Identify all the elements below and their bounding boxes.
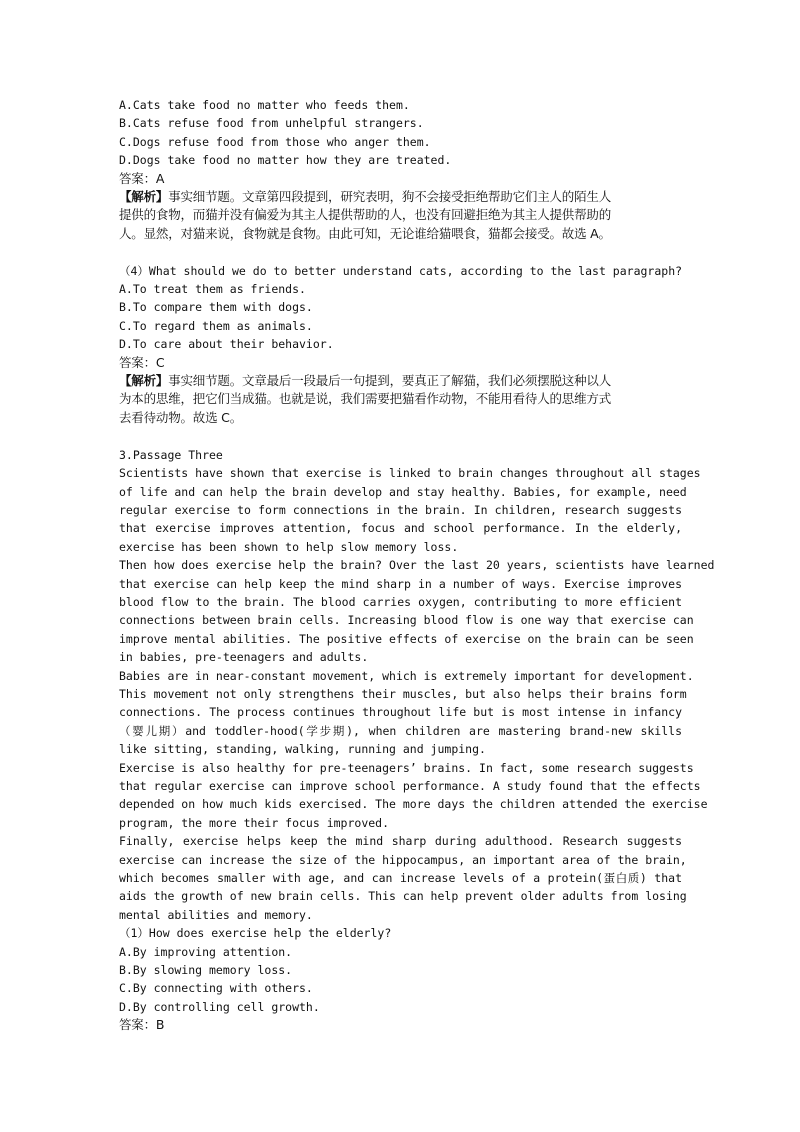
- passage-body: [119, 464, 715, 924]
- analysis-line: 提供的食物，而猫并没有偏爱为其主人提供帮助的人，也没有回避拒绝为其主人提供帮助的: [119, 207, 612, 223]
- analysis-label: 【解析】: [119, 373, 169, 389]
- option-d: D.To care about their behavior.: [119, 337, 334, 352]
- option-d: D.By controlling cell growth.: [119, 999, 320, 1014]
- paragraph-line: connections between brain cells. Increasing blood flow is one way that exercise can: [119, 613, 694, 628]
- paragraph: [119, 556, 715, 666]
- analysis: [119, 188, 682, 243]
- paragraph-line: of life and can help the brain develop and stay healthy. Babies, for example, need: [119, 484, 687, 499]
- paragraph-line: improve mental abilities. The positive effects of exercise on the brain can be seen: [119, 631, 694, 646]
- option-a: A.Cats take food no matter who feeds them.: [119, 98, 410, 112]
- option-list: [119, 96, 682, 170]
- paragraph-line: like sitting, standing, walking, running and jumping.: [119, 742, 486, 757]
- spacer: [119, 427, 682, 445]
- paragraph-line: connections. The process continues throughout life but is most intense in infancy: [119, 705, 682, 720]
- paragraph-line: Babies are in near-constant movement, which is extremely important for development.: [119, 668, 694, 683]
- option-c: C.To regard them as animals.: [119, 318, 313, 333]
- paragraph-line: that regular exercise can improve school performance. A study found that the effects: [119, 779, 701, 793]
- analysis: [119, 372, 682, 427]
- option-a: A.By improving attention.: [119, 944, 293, 959]
- paragraph: [119, 464, 701, 556]
- paragraph-line: exercise has been shown to help slow memory loss.: [119, 539, 459, 554]
- paragraph-line: Exercise is also healthy for pre-teenagers’ brains. In fact, some research suggests: [119, 760, 694, 775]
- paragraph-line: program, the more their focus improved.: [119, 815, 390, 830]
- question: （4）What should we do to better understand cats, according to the last paragraph?: [119, 263, 683, 278]
- answer: 答案：C: [119, 354, 165, 370]
- paragraph-line: （婴儿期）and toddler-hood(学步期), when children are mastering brand-new skills: [119, 723, 682, 738]
- paragraph-line: Then how does exercise help the brain? Over the last 20 years, scientists have learned: [119, 558, 715, 573]
- passage-title: 3.Passage Three: [119, 447, 223, 462]
- paragraph-line: that exercise can help keep the mind sharp in a number of ways. Exercise improves: [119, 576, 682, 591]
- paragraph-line: blood flow to the brain. The blood carries oxygen, contributing to more efficient: [119, 594, 682, 609]
- option-c: C.By connecting with others.: [119, 981, 313, 996]
- paragraph-line: aids the growth of new brain cells. This can help prevent older adults from losing: [119, 889, 687, 904]
- paragraph-line: depended on how much kids exercised. The more days the children attended the exercise: [119, 797, 708, 812]
- option-list: [119, 943, 682, 1017]
- analysis-line: 人。显然，对猫来说，食物就是食物。由此可知，无论谁给猫喂食，猫都会接受。故选 A。: [119, 225, 611, 241]
- paragraph-line: exercise can increase the size of the hippocampus, an important area of the brain,: [119, 852, 687, 867]
- paragraph-line: Scientists have shown that exercise is linked to brain changes throughout all stages: [119, 466, 701, 481]
- analysis-line: 事实细节题。文章最后一段最后一句提到，要真正了解猫，我们必须摆脱这种以人: [168, 373, 612, 389]
- option-c: C.Dogs refuse food from those who anger them.: [119, 134, 431, 149]
- paragraph-line: Finally, exercise helps keep the mind sharp during adulthood. Research suggests: [119, 834, 682, 849]
- option-a: A.To treat them as friends.: [119, 282, 306, 297]
- paragraph: [119, 832, 687, 924]
- option-b: B.By slowing memory loss.: [119, 963, 293, 978]
- option-list: [119, 280, 682, 354]
- document-page: [119, 96, 715, 1035]
- paragraph-line: in babies, pre-teenagers and adults.: [119, 650, 369, 665]
- paragraph-line: mental abilities and memory.: [119, 907, 313, 922]
- paragraph-line: that exercise improves attention, focus and school performance. In the elderly,: [119, 521, 682, 536]
- option-b: B.Cats refuse food from unhelpful strangers.: [119, 116, 424, 131]
- paragraph: [119, 667, 694, 759]
- question: （1）How does exercise help the elderly?: [119, 926, 392, 941]
- paragraph-line: which becomes smaller with age, and can increase levels of a protein(蛋白质) that: [119, 871, 682, 886]
- paragraph-line: This movement not only strengthens their muscles, but also helps their brains form: [119, 686, 687, 701]
- analysis-line: 去看待动物。故选 C。: [119, 409, 243, 425]
- analysis-line: 为本的思维，把它们当成猫。也就是说，我们需要把猫看作动物，不能用看待人的思维方式: [119, 391, 612, 407]
- paragraph: [119, 759, 708, 833]
- spacer: [119, 243, 682, 261]
- analysis-line: 事实细节题。文章第四段提到，研究表明，狗不会接受拒绝帮助它们主人的陌生人: [168, 189, 612, 205]
- answer: 答案：A: [119, 170, 165, 186]
- analysis-label: 【解析】: [119, 189, 169, 205]
- answer: 答案：B: [119, 1017, 165, 1033]
- option-d: D.Dogs take food no matter how they are treated.: [119, 153, 452, 168]
- option-b: B.To compare them with dogs.: [119, 300, 313, 315]
- paragraph-line: regular exercise to form connections in the brain. In children, research suggests: [119, 502, 682, 517]
